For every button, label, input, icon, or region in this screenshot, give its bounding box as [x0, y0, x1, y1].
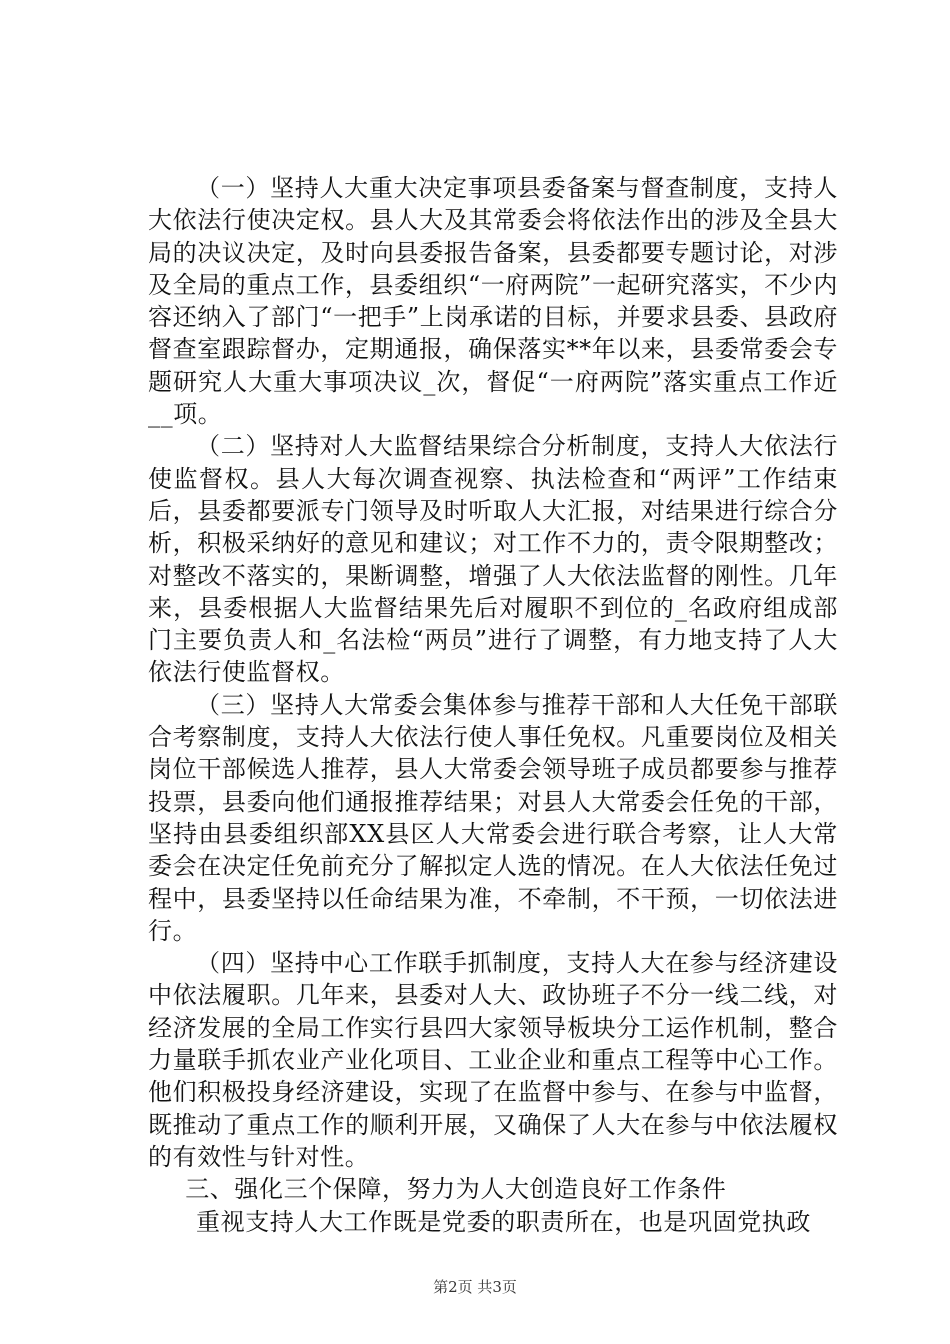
- paragraph-supervision-power: （二）坚持对人大监督结果综合分析制度，支持人大依法行使监督权。县人大每次调查视察、执法检查和“两评”工作结束后，县委都要派专门领导及时听取人大汇报，对结果进行综合分析，积极采纳好的意见和建议；对工作不力的，责令限期整改；对整改不落实的，果断调整，增强了人大依法监督的刚性。几年来，县委根据人大监督结果先后对履职不到位的_名政府组成部门主要负责人和_名法检“两员”进行了调整，有力地支持了人大依法行使监督权。: [148, 432, 838, 687]
- paragraph-decision-power: （一）坚持人大重大决定事项县委备案与督查制度，支持人大依法行使决定权。县人大及其常委会将依法作出的涉及全县大局的决议决定，及时向县委报告备案，县委都要专题讨论，对涉及全局的重点工作，县委组织“一府两院”一起研究落实，不少内容还纳入了部门“一把手”上岗承诺的目标，并要求县委、县政府督查室跟踪督办，定期通报，确保落实**年以来，县委常委会专题研究人大重大事项决议_次，督促“一府两院”落实重点工作近__项。: [148, 174, 838, 429]
- page-number-footer: 第2页 共3页: [433, 1278, 517, 1296]
- paragraph-central-work: （四）坚持中心工作联手抓制度，支持人大在参与经济建设中依法履职。几年来，县委对人大、政协班子不分一线二线，对经济发展的全局工作实行县四大家领导板块分工运作机制，整合力量联手抓农业产业化项目、工业企业和重点工程等中心工作。他们积极投身经济建设，实现了在监督中参与、在参与中监督，既推动了重点工作的顺利开展，又确保了人大在参与中依法履权的有效性与针对性。: [148, 949, 838, 1171]
- section-heading-three: 三、强化三个保障，努力为人大创造良好工作条件: [185, 1175, 727, 1204]
- paragraph-appointment-power: （三）坚持人大常委会集体参与推荐干部和人大任免干部联合考察制度，支持人大依法行使人事任免权。凡重要岗位及相关岗位干部候选人推荐，县人大常委会领导班子成员都要参与推荐投票，县委向他们通报推荐结果；对县人大常委会任免的干部，坚持由县委组织部XX县区人大常委会进行联合考察，让人大常委会在决定任免前充分了解拟定人选的情况。在人大依法任免过程中，县委坚持以任命结果为准，不牵制，不干预，一切依法进行。: [148, 690, 838, 945]
- paragraph-support-duty: 重视支持人大工作既是党委的职责所在，也是巩固党执政: [196, 1207, 811, 1236]
- document-body: [148, 172, 838, 1238]
